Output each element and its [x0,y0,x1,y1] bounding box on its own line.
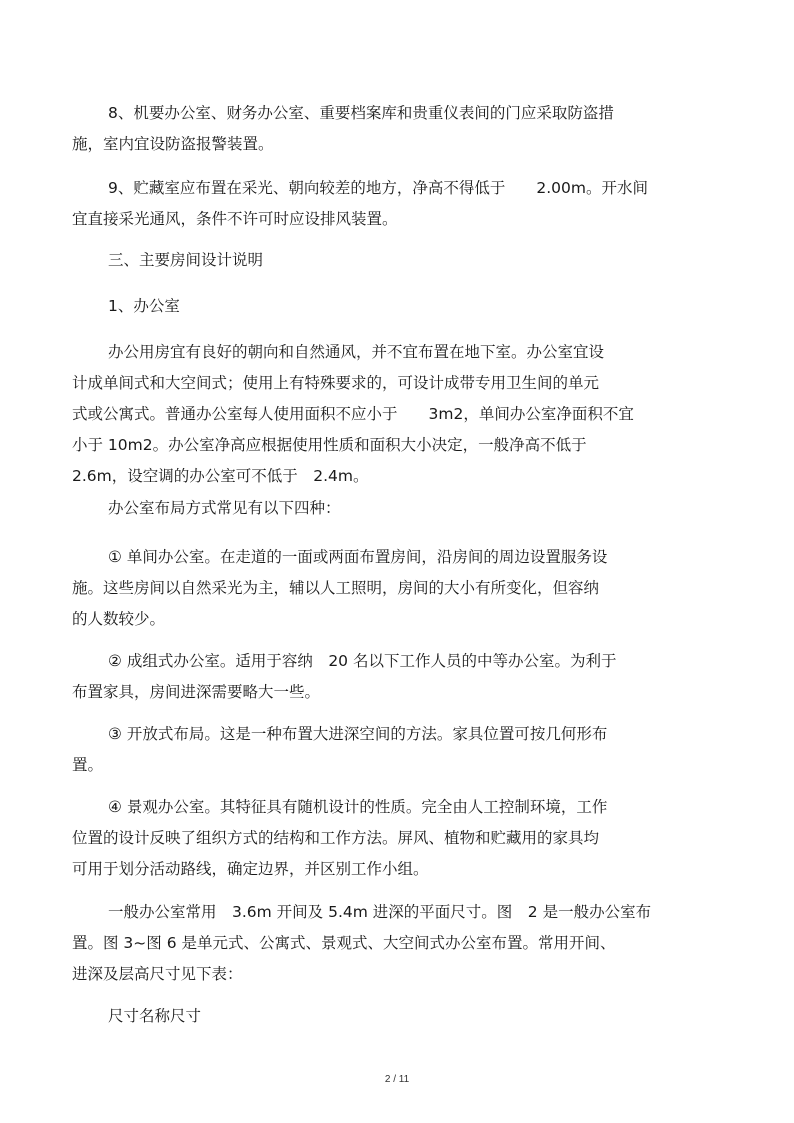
text-line: 施。这些房间以自然采光为主，辅以人工照明，房间的大小有所变化，但容纳 [72,579,600,597]
text-line: 一般办公室常用 3.6m 开间及 5.4m 进深的平面尺寸。图 2 是一般办公室布 [108,903,652,921]
text-line: 1、办公室 [108,297,180,315]
text-line: 布置家具，房间进深需要略大一些。 [72,683,321,701]
page-number: 2 / 11 [384,1074,410,1085]
text-line: 小于 10m2。办公室净高应根据使用性质和面积大小决定，一般净高不低于 [72,436,587,454]
text-line: 三、主要房间设计说明 [108,251,264,269]
paragraph-l1 [0,547,607,640]
text-line: 宜直接采光通风，条件不许可时应设排风装置。 [72,210,398,228]
text-line: 计成单间式和大空间式；使用上有特殊要求的，可设计成带专用卫生间的单元 [72,374,600,392]
paragraph-l4 [0,797,607,890]
text-line: ① 单间办公室。在走道的一面或两面布置房间，沿房间的周边设置服务设 [108,548,608,566]
paragraph-l3 [0,724,607,786]
text-line: 施，室内宜设防盗报警装置。 [72,135,274,153]
text-line: 可用于划分活动路线，确定边界，并区别工作小组。 [72,860,429,878]
text-line: ② 成组式办公室。适用于容纳 20 名以下工作人员的中等办公室。为利于 [108,652,617,670]
text-line: ④ 景观办公室。其特征具有随机设计的性质。完全由人工控制环境，工作 [108,798,608,816]
paragraph-table_head [0,1006,201,1037]
text-line: 办公用房宜有良好的朝向和自然通风，并不宜布置在地下室。办公室宜设 [108,343,605,361]
paragraph-s3 [0,250,263,281]
text-line: 置。 [72,756,104,774]
text-line: 办公室布局方式常见有以下四种： [108,499,341,517]
text-line: 进深及层高尺寸见下表： [72,965,243,983]
text-line: ③ 开放式布局。这是一种布置大进深空间的方法。家具位置可按几何形布 [108,725,608,743]
paragraph-dims [0,902,651,995]
paragraph-layouts [0,498,341,529]
paragraph-h1 [0,296,180,327]
text-line: 8、机要办公室、财务办公室、重要档案库和贵重仪表间的门应采取防盗措 [108,104,614,122]
text-line: 位置的设计反映了组织方式的结构和工作方法。屏风、植物和贮藏用的家具均 [72,829,600,847]
paragraph-p9 [0,178,648,240]
paragraph-p8 [0,103,614,165]
paragraph-intro [0,342,634,497]
paragraph-l2 [0,651,616,713]
text-line: 尺寸名称尺寸 [108,1007,202,1025]
text-line: 式或公寓式。普通办公室每人使用面积不应小于 3m2，单间办公室净面积不宜 [72,405,634,423]
text-line: 置。图 3~图 6 是单元式、公寓式、景观式、大空间式办公室布置。常用开间、 [72,934,616,952]
text-line: 2.6m，设空调的办公室可不低于 2.4m。 [72,467,369,485]
text-line: 的人数较少。 [72,610,166,628]
text-line: 9、贮藏室应布置在采光、朝向较差的地方，净高不得低于 2.00m。开水间 [108,179,648,197]
